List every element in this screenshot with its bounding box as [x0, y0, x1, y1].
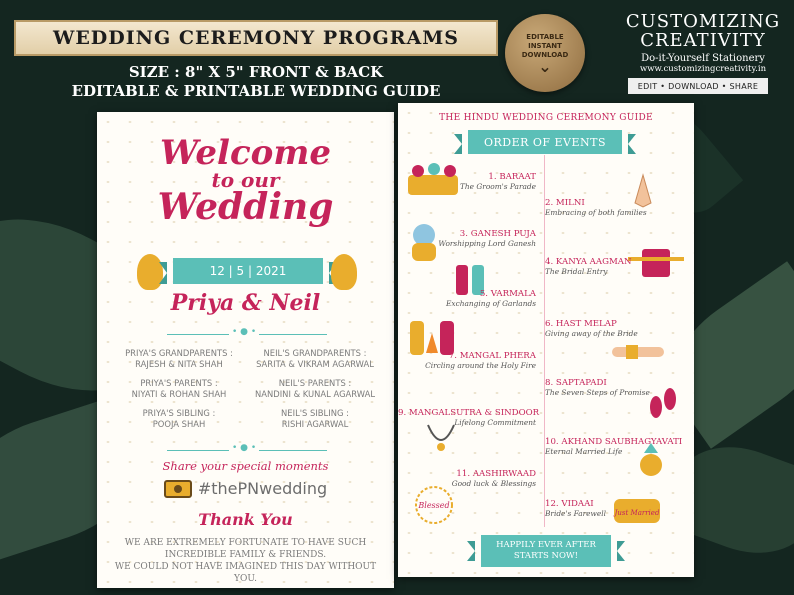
brand-url: www.customizingcreativity.in	[639, 64, 767, 74]
event-item	[398, 229, 536, 248]
family-label: NEIL'S GRANDPARENTS :	[263, 348, 367, 358]
blessed-badge-icon	[412, 485, 456, 525]
event-item	[545, 319, 683, 338]
wedding-date: 12 | 5 | 2021	[209, 264, 287, 278]
event-title: 12. VIDAAI	[545, 499, 594, 509]
event-desc: The Seven Steps of Promise	[545, 388, 650, 397]
event-title: 4. KANYA AAGMAN	[545, 257, 632, 267]
event-desc: Bride's Farewell	[545, 509, 606, 518]
date-ribbon	[173, 258, 323, 284]
groom-family	[245, 348, 385, 438]
size-line: SIZE : 8" X 5" FRONT & BACK	[128, 63, 384, 81]
divider	[167, 450, 327, 451]
family-value: SARITA & VIKRAM AGARWAL	[256, 359, 374, 369]
thank-you-line: INCREDIBLE FAMILY & FRIENDS.	[164, 550, 327, 560]
brand-tagline: Do-it-Yourself Stationery	[641, 53, 765, 64]
welcome-heading	[97, 133, 394, 228]
family-group	[245, 348, 385, 370]
family-label: PRIYA'S PARENTS :	[140, 378, 218, 388]
event-desc: Worshipping Lord Ganesh	[438, 239, 536, 248]
event-title: 3. GANESH PUJA	[459, 229, 536, 239]
groom-silhouette-icon	[331, 254, 357, 290]
event-title: 2. MILNI	[545, 198, 585, 208]
event-item	[545, 257, 683, 276]
family-group	[109, 348, 249, 370]
event-item	[398, 408, 540, 427]
divider	[167, 334, 327, 335]
bride-family	[109, 348, 249, 438]
event-desc: Eternal Married Life	[545, 447, 623, 456]
thank-you-line: WE COULD NOT HAVE IMAGINED THIS DAY WITHOUT YOU.	[114, 562, 377, 584]
family-value: NIYATI & ROHAN SHAH	[131, 389, 227, 399]
family-value: POOJA SHAH	[152, 419, 206, 429]
event-item	[545, 499, 683, 518]
family-label: PRIYA'S GRANDPARENTS :	[125, 348, 233, 358]
event-title: 10. AKHAND SAUBHAGYAVATI	[545, 437, 683, 447]
family-label: NEIL'S SIBLING :	[281, 408, 349, 418]
thank-you-line: WE ARE EXTREMELY FORTUNATE TO HAVE SUCH	[124, 538, 367, 548]
just-married-text: Just Married	[614, 509, 660, 517]
editable-seal-badge	[505, 14, 585, 92]
family-group	[245, 408, 385, 430]
ribbon-label: ORDER OF EVENTS	[483, 135, 607, 149]
program-front-card	[97, 112, 394, 588]
title-banner	[14, 20, 498, 56]
guide-title: THE HINDU WEDDING CEREMONY GUIDE	[439, 113, 653, 123]
brand-logo	[618, 12, 788, 74]
event-item	[545, 378, 683, 397]
event-title: 11. AASHIRWAAD	[456, 469, 536, 479]
event-title: 9. MANGALSUTRA & SINDOOR	[398, 408, 540, 418]
event-item	[398, 469, 536, 488]
event-desc: Giving away of the Bride	[545, 329, 638, 338]
event-desc: The Bridal Entry	[545, 267, 608, 276]
event-desc: The Groom's Parade	[459, 182, 536, 191]
family-group	[109, 378, 249, 400]
blessed-badge-text: Blessed	[418, 501, 450, 510]
welcome-line: Wedding	[157, 186, 334, 228]
welcome-line: to our	[211, 168, 280, 192]
event-item	[398, 289, 536, 308]
brand-name: CREATIVITY	[640, 30, 766, 51]
welcome-line: Welcome	[160, 133, 331, 173]
event-title: 1. BARAAT	[488, 172, 536, 182]
family-group	[245, 378, 385, 400]
thank-you-heading: Thank You	[198, 510, 293, 529]
ribbon-line: HAPPILY EVER AFTER	[496, 540, 596, 550]
event-title: 6. HAST MELAP	[545, 319, 617, 329]
event-item	[398, 172, 536, 191]
chevron-down-icon: ⌄	[538, 56, 552, 76]
event-desc: Exchanging of Garlands	[446, 299, 536, 308]
event-title: 7. MANGAL PHERA	[448, 351, 536, 361]
event-desc: Embracing of both families	[545, 208, 647, 217]
event-item	[545, 437, 683, 456]
event-item	[398, 351, 536, 370]
event-desc: Good luck & Blessings	[451, 479, 536, 488]
order-of-events-ribbon	[468, 130, 622, 154]
hashtag-row	[97, 479, 394, 498]
share-heading: Share your special moments	[162, 459, 329, 473]
family-label: NEIL'S PARENTS :	[278, 378, 352, 388]
hashtag: #thePNwedding	[197, 479, 328, 498]
event-desc: Circling around the Holy Fire	[425, 361, 536, 370]
event-item	[545, 198, 683, 217]
event-title: 5. VARMALA	[479, 289, 536, 299]
family-value: NANDINI & KUNAL AGARWAL	[255, 389, 375, 399]
thank-you-message	[107, 537, 384, 585]
program-back-card	[398, 103, 694, 577]
family-group	[109, 408, 249, 430]
guide-line: EDITABLE & PRINTABLE WEDDING GUIDE	[71, 82, 441, 100]
joined-hands-icon	[610, 341, 666, 363]
page-title: WEDDING CEREMONY PROGRAMS	[52, 27, 459, 49]
family-label: PRIYA'S SIBLING :	[142, 408, 216, 418]
happily-ever-after-ribbon	[481, 535, 611, 567]
brand-name: CUSTOMIZING	[625, 11, 781, 32]
event-title: 8. SAPTAPADI	[545, 378, 607, 388]
family-value: RISHI AGARWAL	[281, 419, 349, 429]
brand-actions: EDIT • DOWNLOAD • SHARE	[628, 78, 768, 94]
couple-names: Priya & Neil	[170, 290, 321, 316]
event-desc: Lifelong Commitment	[454, 418, 536, 427]
ribbon-line: STARTS NOW!	[513, 551, 579, 561]
seal-line: DOWNLOAD	[521, 50, 569, 59]
seal-line: EDITABLE	[526, 32, 564, 41]
family-value: RAJESH & NITA SHAH	[135, 359, 223, 369]
camera-icon	[164, 480, 192, 498]
seal-line: INSTANT	[528, 41, 562, 50]
